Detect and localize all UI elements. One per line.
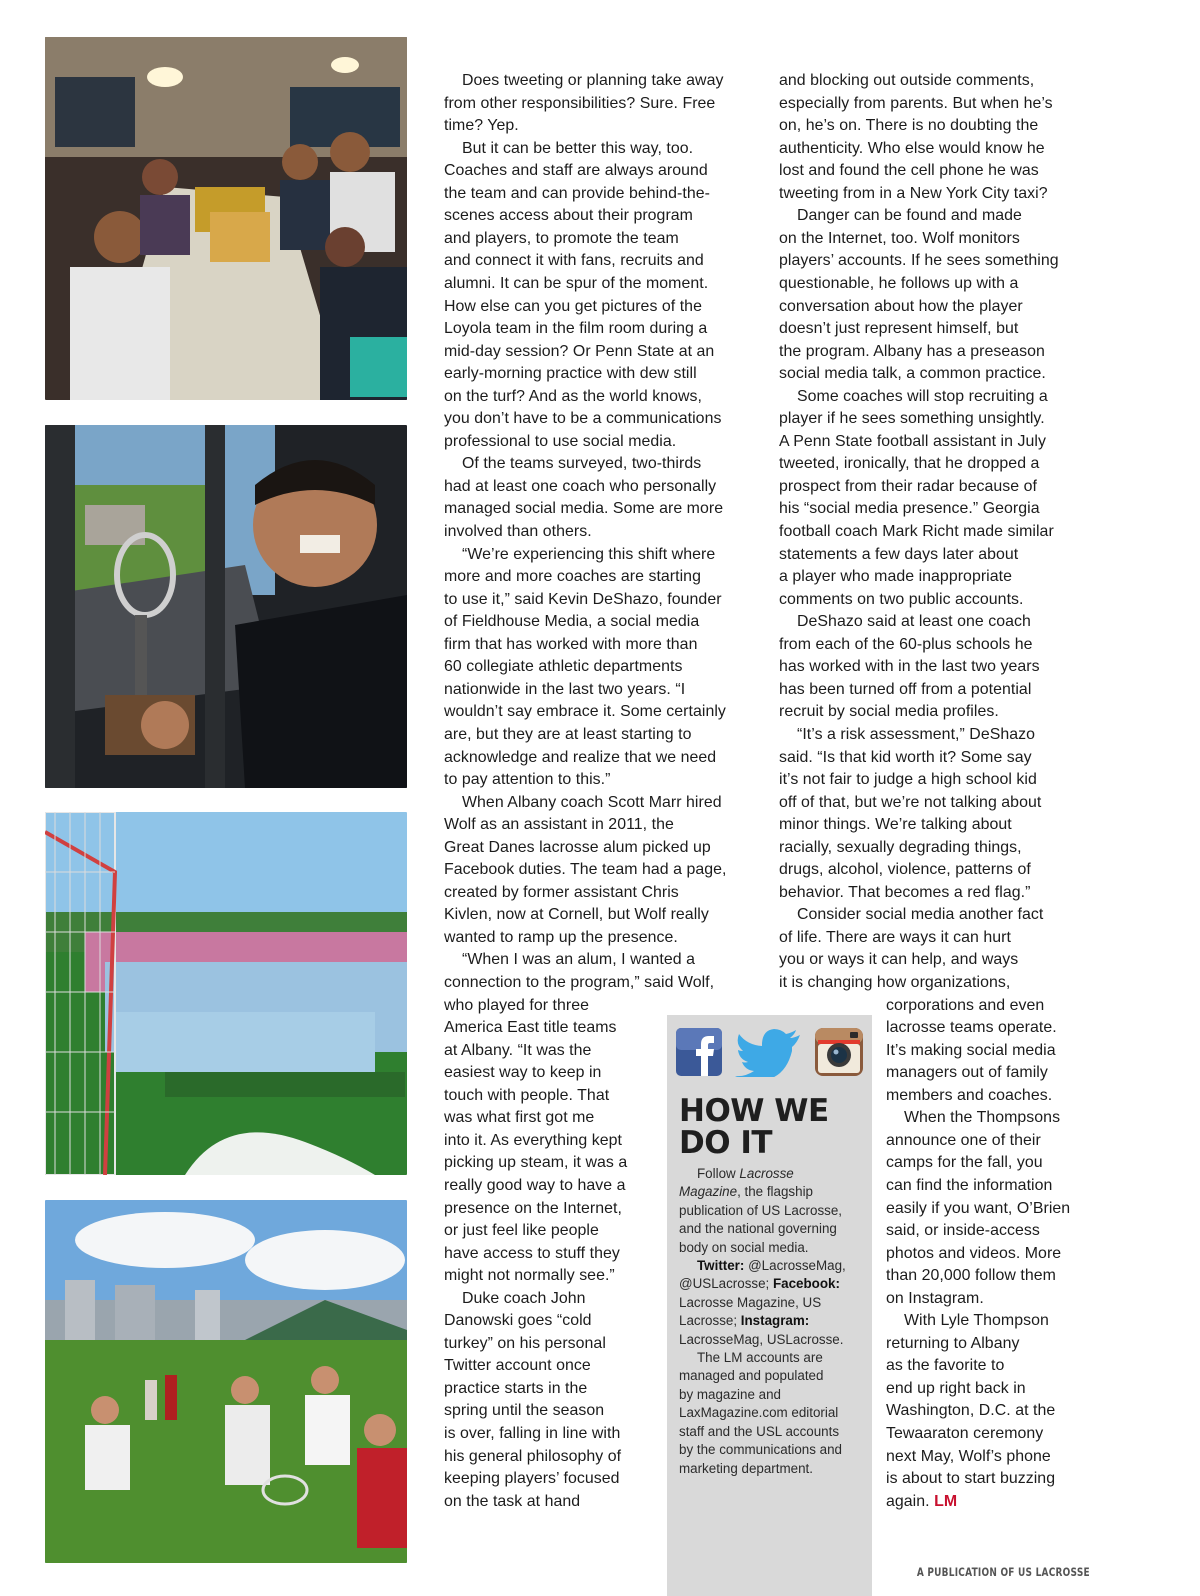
article-line: America East title teams bbox=[444, 1019, 617, 1037]
article-line: announce one of their bbox=[886, 1131, 1041, 1149]
article-line: into it. As everything kept bbox=[444, 1131, 623, 1149]
article-line: his “social media presence.” Georgia bbox=[779, 500, 1040, 518]
article-line: comments on two public accounts. bbox=[779, 590, 1024, 608]
article-line: Twitter account once bbox=[444, 1357, 591, 1375]
article-line: 60 collegiate athletic departments bbox=[444, 658, 683, 676]
article-line: his general philosophy of bbox=[444, 1447, 622, 1465]
magazine-name: Magazine bbox=[679, 1184, 738, 1200]
article-line: social media talk, a common practice. bbox=[779, 365, 1046, 383]
article-line: acknowledge and realize that we need bbox=[444, 748, 717, 766]
article-line: mid-day session? Or Penn State at an bbox=[444, 342, 715, 360]
article-line: tweeted, ironically, that he dropped a bbox=[779, 455, 1040, 473]
article-line: presence on the Internet, bbox=[444, 1199, 622, 1217]
article-line: It’s making social media bbox=[886, 1041, 1056, 1059]
article-line: Does tweeting or planning take away bbox=[462, 72, 724, 89]
article-line: to use it,” said Kevin DeShazo, founder bbox=[444, 590, 722, 608]
article-line: authenticity. Who else would know he bbox=[779, 139, 1045, 157]
article-line: managers out of family bbox=[886, 1064, 1048, 1082]
twitter-handles: @LacrosseMag, bbox=[744, 1258, 846, 1274]
article-line: time? Yep. bbox=[444, 117, 519, 135]
sidebar-text: , the flagship bbox=[737, 1184, 813, 1200]
sidebar-text: and the national governing bbox=[679, 1221, 837, 1237]
article-line: photos and videos. More bbox=[886, 1244, 1062, 1262]
sidebar-body bbox=[679, 1165, 864, 1478]
article-line: who played for three bbox=[444, 996, 589, 1014]
sidebar-text: The LM accounts are bbox=[697, 1350, 823, 1366]
article-line: football coach Mark Richt made similar bbox=[779, 523, 1054, 540]
article-line: has worked with in the last two years bbox=[779, 658, 1040, 676]
how-we-do-it-sidebar bbox=[667, 1015, 872, 1596]
article-line: questionable, he follows up with a bbox=[779, 274, 1019, 292]
article-line: doesn’t just represent himself, but bbox=[779, 320, 1019, 338]
article-line: Loyola team in the film room during a bbox=[444, 320, 708, 338]
sidebar-text: LaxMagazine.com editorial bbox=[679, 1405, 839, 1421]
article-line: minor things. We’re talking about bbox=[779, 816, 1012, 834]
article-line: again. LM bbox=[886, 1492, 958, 1510]
article-line: Facebook duties. The team had a page, bbox=[444, 861, 727, 879]
article-line: “It’s a risk assessment,” DeShazo bbox=[797, 725, 1036, 743]
article-line: of Fieldhouse Media, a social media bbox=[444, 613, 700, 631]
article-line: off of that, but we’re not talking about bbox=[779, 793, 1042, 811]
article-line: said, or inside-access bbox=[886, 1222, 1040, 1240]
article-line: end up right back in bbox=[886, 1379, 1026, 1397]
article-line: tweeting from in a New York City taxi? bbox=[779, 184, 1048, 202]
sidebar-text: Follow bbox=[697, 1166, 740, 1181]
article-line: lacrosse teams operate. bbox=[886, 1019, 1057, 1037]
article-line: especially from parents. But when he’s bbox=[779, 94, 1053, 112]
girls-lacrosse-drill-photo bbox=[45, 1200, 407, 1563]
sidebar-title-line-2: DO IT bbox=[679, 1125, 773, 1161]
article-line: than 20,000 follow them bbox=[886, 1267, 1056, 1285]
article-line: on the task at hand bbox=[444, 1492, 581, 1510]
facebook-pages: Lacrosse; bbox=[679, 1313, 741, 1329]
article-line: spring until the season bbox=[444, 1402, 605, 1420]
article-line: can find the information bbox=[886, 1176, 1053, 1194]
article-line: scenes access about their program bbox=[444, 207, 693, 225]
article-line: have access to stuff they bbox=[444, 1244, 620, 1262]
article-line: wouldn’t say embrace it. Some certainly bbox=[444, 703, 726, 721]
article-line: said. “Is that kid worth it? Some say bbox=[779, 748, 1032, 766]
article-line: and blocking out outside comments, bbox=[779, 72, 1035, 89]
twitter-label: Twitter: bbox=[697, 1258, 745, 1274]
article-line: the team and can provide behind-the- bbox=[444, 184, 710, 202]
article-line: is over, falling in line with bbox=[444, 1425, 621, 1442]
article-line: Washington, D.C. at the bbox=[886, 1402, 1056, 1420]
article-line: it is changing how organizations, bbox=[779, 974, 1011, 991]
article-line: Of the teams surveyed, two-thirds bbox=[462, 455, 702, 473]
article-line: With Lyle Thompson bbox=[904, 1312, 1049, 1330]
article-line: you or ways it can help, and ways bbox=[779, 951, 1019, 969]
article-line: touch with people. That bbox=[444, 1086, 610, 1104]
sidebar-text: body on social media. bbox=[679, 1239, 809, 1255]
article-line: involved than others. bbox=[444, 523, 592, 540]
article-line: conversation about how the player bbox=[779, 297, 1023, 315]
article-line: players’ accounts. If he sees something bbox=[779, 252, 1059, 270]
article-line: and connect it with fans, recruits and bbox=[444, 252, 704, 270]
team-dinner-photo bbox=[45, 37, 407, 400]
article-line: When Albany coach Scott Marr hired bbox=[462, 793, 722, 811]
article-line: behavior. That becomes a red flag.” bbox=[779, 883, 1031, 901]
article-line: Consider social media another fact bbox=[797, 906, 1044, 924]
article-line: Danowski goes “cold bbox=[444, 1312, 592, 1330]
publication-footer: A PUBLICATION OF US LACROSSE bbox=[916, 1565, 1090, 1579]
camp-field-crowd-photo bbox=[45, 812, 407, 1175]
article-line: recruit by social media profiles. bbox=[779, 703, 999, 721]
article-line: you don’t have to be a communications bbox=[444, 410, 722, 428]
article-line: “We’re experiencing this shift where bbox=[462, 545, 716, 563]
article-line: was what first got me bbox=[444, 1109, 595, 1127]
article-line: easiest way to keep in bbox=[444, 1064, 602, 1082]
article-line: created by former assistant Chris bbox=[444, 883, 679, 901]
social-icons bbox=[672, 1027, 867, 1083]
player-with-trophy-photo bbox=[45, 425, 407, 788]
article-line: really good way to have a bbox=[444, 1176, 626, 1194]
article-line: might not normally see.” bbox=[444, 1267, 615, 1285]
magazine-name: Lacrosse bbox=[739, 1166, 794, 1181]
article-line: But it can be better this way, too. bbox=[462, 139, 694, 157]
article-line: nationwide in the last two years. “I bbox=[444, 680, 686, 698]
article-line: keeping players’ focused bbox=[444, 1470, 620, 1488]
article-line: How else can you get pictures of the bbox=[444, 297, 702, 315]
article-line: managed social media. Some are more bbox=[444, 500, 724, 518]
article-line: Kivlen, now at Cornell, but Wolf really bbox=[444, 906, 709, 924]
article-line: player if he sees something unsightly. bbox=[779, 410, 1045, 428]
article-line: from each of the 60-plus schools he bbox=[779, 635, 1033, 653]
article-line: to pay attention to this.” bbox=[444, 771, 611, 789]
sidebar-text: by magazine and bbox=[679, 1386, 781, 1402]
article-line: Danger can be found and made bbox=[797, 207, 1022, 225]
article-line: on, he’s on. There is no doubting the bbox=[779, 117, 1039, 135]
article-line: next May, Wolf’s phone bbox=[886, 1447, 1051, 1465]
sidebar-text: staff and the USL accounts bbox=[679, 1423, 840, 1439]
article-line: early-morning practice with dew still bbox=[444, 365, 697, 383]
article-line: from other responsibilities? Sure. Free bbox=[444, 94, 716, 112]
article-line: When the Thompsons bbox=[904, 1109, 1061, 1127]
article-line: “When I was an alum, I wanted a bbox=[462, 951, 695, 969]
article-line: Duke coach John bbox=[462, 1289, 586, 1307]
article-line: prospect from their radar because of bbox=[779, 477, 1037, 495]
article-line: A Penn State football assistant in July bbox=[779, 432, 1046, 450]
twitter-icon bbox=[734, 1027, 804, 1077]
article-line: Coaches and staff are always around bbox=[444, 162, 708, 180]
article-line: of life. There are ways it can hurt bbox=[779, 928, 1011, 946]
article-line: a player who made inappropriate bbox=[779, 568, 1012, 586]
instagram-label: Instagram: bbox=[740, 1313, 810, 1329]
sidebar-text: publication of US Lacrosse, bbox=[679, 1202, 843, 1218]
article-line: more and more coaches are starting bbox=[444, 568, 701, 586]
sidebar-text: managed and populated bbox=[679, 1368, 824, 1384]
article-line: or just feel like people bbox=[444, 1222, 599, 1240]
article-line: on the Internet, too. Wolf monitors bbox=[779, 229, 1020, 247]
article-line: Some coaches will stop recruiting a bbox=[797, 387, 1048, 405]
sidebar-text: by the communications and bbox=[679, 1442, 843, 1458]
article-line: is about to start buzzing bbox=[886, 1470, 1056, 1488]
article-line: Wolf as an assistant in 2011, the bbox=[444, 816, 674, 834]
facebook-label: Facebook: bbox=[772, 1276, 840, 1292]
article-line: firm that has worked with more than bbox=[444, 635, 698, 653]
article-line: alumni. It can be spur of the moment. bbox=[444, 274, 709, 292]
article-line: practice starts in the bbox=[444, 1379, 588, 1397]
article-line: drugs, alcohol, violence, patterns of bbox=[779, 861, 1031, 879]
sidebar-text: marketing department. bbox=[679, 1460, 813, 1476]
article-line: connection to the program,” said Wolf, bbox=[444, 974, 715, 991]
article-line: picking up steam, it was a bbox=[444, 1154, 628, 1172]
article-line: and players, to promote the team bbox=[444, 229, 679, 247]
article-line: members and coaches. bbox=[886, 1086, 1053, 1104]
sidebar-title bbox=[679, 1095, 869, 1159]
article-line: at Albany. “It was the bbox=[444, 1041, 592, 1059]
article-line: returning to Albany bbox=[886, 1334, 1020, 1352]
article-line: lost and found the cell phone he was bbox=[779, 162, 1039, 180]
article-line: racially, sexually degrading things, bbox=[779, 838, 1022, 856]
facebook-pages: Lacrosse Magazine, US bbox=[679, 1294, 822, 1310]
facebook-icon bbox=[675, 1027, 723, 1077]
article-line: Great Danes lacrosse alum picked up bbox=[444, 838, 711, 856]
article-line: on Instagram. bbox=[886, 1289, 984, 1307]
article-line: the program. Albany has a preseason bbox=[779, 342, 1045, 360]
article-line: on the turf? And as the world knows, bbox=[444, 387, 702, 405]
article-line: statements a few days later about bbox=[779, 545, 1019, 563]
instagram-icon bbox=[814, 1027, 864, 1077]
article-line: Tewaaraton ceremony bbox=[886, 1425, 1044, 1442]
article-line: as the favorite to bbox=[886, 1357, 1005, 1375]
article-line: had at least one coach who personally bbox=[444, 477, 717, 495]
article-line: turkey” on his personal bbox=[444, 1334, 606, 1352]
article-line: easily if you want, O’Brien bbox=[886, 1199, 1071, 1217]
article-line: camps for the fall, you bbox=[886, 1154, 1043, 1172]
article-line: corporations and even bbox=[886, 996, 1045, 1014]
sidebar-title-line-1: HOW WE bbox=[679, 1093, 829, 1129]
article-line: DeShazo said at least one coach bbox=[797, 613, 1031, 631]
article-line: professional to use social media. bbox=[444, 432, 677, 450]
article-line: wanted to ramp up the presence. bbox=[444, 928, 678, 946]
end-mark: LM bbox=[934, 1492, 958, 1510]
article-line: has been turned off from a potential bbox=[779, 680, 1032, 698]
article-line: are, but they are at least starting to bbox=[444, 725, 692, 743]
instagram-handles: LacrosseMag, USLacrosse. bbox=[679, 1331, 844, 1347]
article-line: it’s not fair to judge a high school kid bbox=[779, 771, 1037, 789]
twitter-handles: @USLacrosse; bbox=[679, 1276, 773, 1292]
